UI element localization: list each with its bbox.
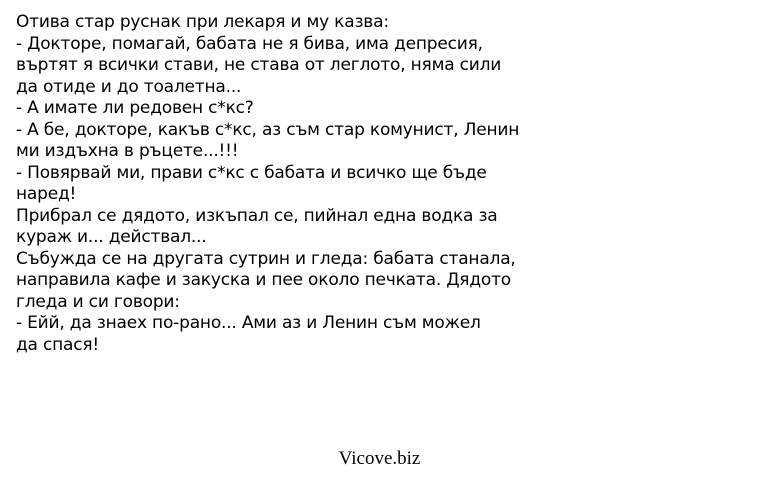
- joke-line: ми издъхна в ръцете...!!!: [16, 141, 239, 161]
- site-watermark: Vicove.biz: [338, 448, 421, 469]
- joke-line: въртят я всички стави, не става от леглото, няма сили: [16, 55, 502, 75]
- joke-line: - Повярвай ми, прави с*кс с бабата и всичко ще бъде: [16, 162, 487, 183]
- joke-line: - А бе, докторе, какъв с*кс, аз съм стар комунист, Ленин: [16, 119, 520, 140]
- joke-line: направила кафе и закуска и пее около печката. Дядото: [16, 270, 511, 290]
- joke-line: да спася!: [16, 334, 100, 355]
- joke-line: кураж и... действал...: [16, 227, 207, 247]
- joke-line: Събужда се на другата сутрин и гледа: бабата станала,: [16, 248, 516, 269]
- joke-line: - Докторе, помагай, бабата не я бива, има депресия,: [16, 33, 483, 54]
- joke-line: - Ейй, да знаех по-рано... Ами аз и Ленин съм можел: [16, 313, 481, 333]
- joke-line: наред!: [16, 184, 77, 204]
- joke-text: [16, 12, 761, 356]
- joke-line: да отиде и до тоалетна...: [16, 76, 242, 97]
- joke-line: - А имате ли редовен с*кс?: [16, 98, 254, 118]
- joke-line: Прибрал се дядото, изкъпал се, пийнал една водка за: [16, 205, 498, 226]
- joke-line: гледа и си говори:: [16, 291, 180, 312]
- joke-line: Отива стар руснак при лекаря и му казва:: [16, 12, 389, 32]
